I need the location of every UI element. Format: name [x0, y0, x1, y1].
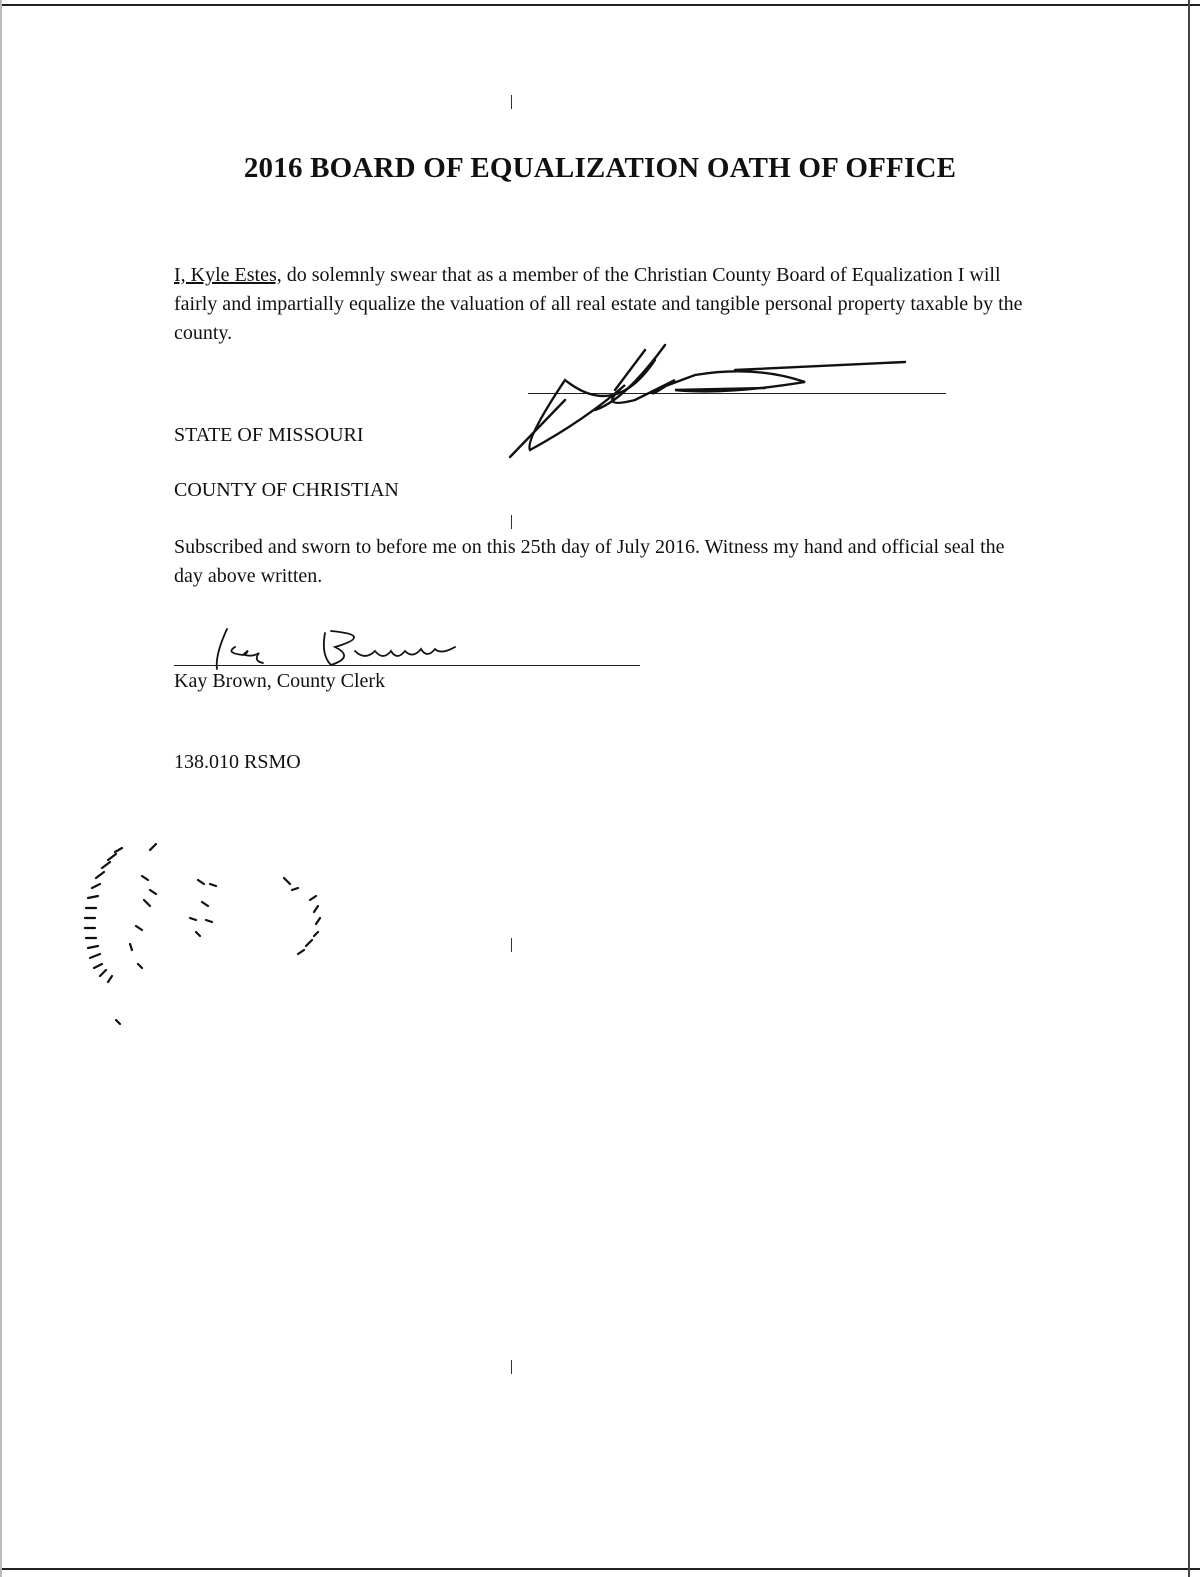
member-signature — [505, 340, 945, 460]
county-label: COUNTY OF CHRISTIAN — [174, 479, 399, 501]
scan-mark — [511, 938, 512, 952]
right-edge — [1188, 0, 1190, 1577]
oath-text: do solemnly swear that as a member of the Christian County Board of Equalization I will fairly and impartially equalize the valuation of all real estate and tangible personal property taxable by the county. — [174, 264, 1023, 344]
bottom-border — [0, 1568, 1200, 1570]
state-label: STATE OF MISSOURI — [174, 424, 364, 446]
scan-mark — [511, 515, 512, 529]
official-seal-impression — [70, 840, 350, 1040]
scan-mark — [511, 1360, 512, 1374]
sworn-statement: Subscribed and sworn to before me on this 25th day of July 2016. Witness my hand and official seal the day above written. — [174, 536, 1005, 587]
document-title: 2016 BOARD OF EQUALIZATION OATH OF OFFICE — [243, 152, 957, 184]
oath-paragraph — [174, 261, 1034, 348]
statute-reference: 138.010 RSMO — [174, 751, 301, 773]
top-border — [0, 4, 1200, 6]
oath-member-name: I, Kyle Estes, — [174, 264, 282, 286]
clerk-signature — [205, 625, 505, 675]
scan-mark — [511, 95, 512, 109]
clerk-signature-line — [174, 665, 640, 666]
clerk-caption: Kay Brown, County Clerk — [174, 670, 386, 692]
left-edge — [0, 0, 2, 1577]
